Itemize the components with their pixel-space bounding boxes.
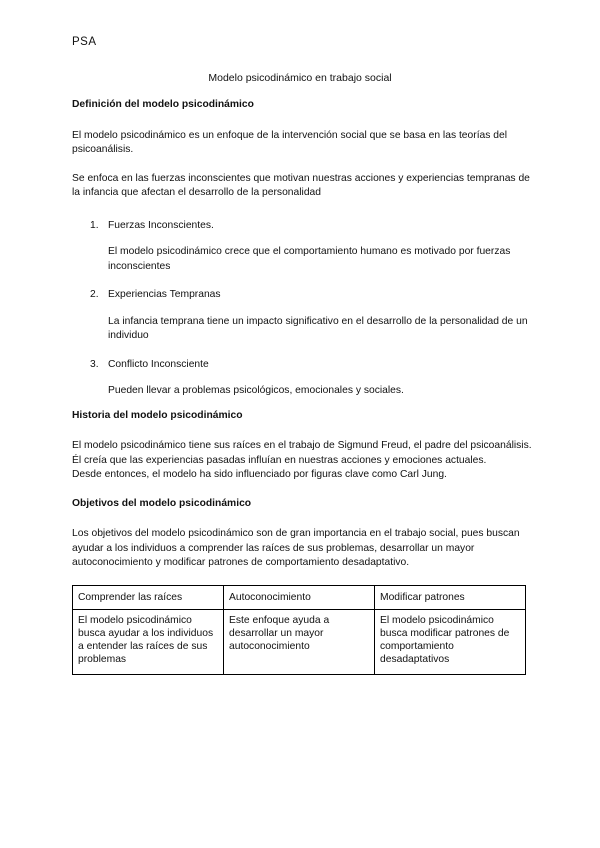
table-cell: El modelo psicodinámico busca ayudar a los individuos a entender las raíces de sus problemas [73,609,224,674]
page-header: PSA [72,36,97,48]
list-item-description: Pueden llevar a problemas psicológicos, emocionales y sociales. [108,385,404,396]
list-item-description: El modelo psicodinámico crece que el comportamiento humano es motivado por fuerzas inconscientes [108,246,511,272]
paragraph-line: El modelo psicodinámico tiene sus raíces en el trabajo de Sigmund Freud, el padre del psicoanálisis. [72,440,532,451]
list-item [72,288,532,344]
paragraph: El modelo psicodinámico es un enfoque de la intervención social que se basa en las teorías del psicoanálisis. [72,129,508,155]
paragraph: Se enfoca en las fuerzas inconscientes que motivan nuestras acciones y experiencias tempranas de la infancia que afectan el desarrollo de la personalidad [72,172,530,198]
numbered-list [72,219,532,399]
list-item-title: Fuerzas Inconscientes. [108,219,214,231]
list-item-title: Conflicto Inconsciente [108,358,209,370]
list-item-number: 3. [90,358,99,370]
paragraph-line: Él creía que las experiencias pasadas influían en nuestras acciones y emociones actuales. [72,454,487,466]
paragraph-line: Desde entonces, el modelo ha sido influenciado por figuras clave como Carl Jung. [72,469,447,480]
list-item-title: Experiencias Tempranas [108,289,221,300]
table-row [73,609,526,674]
list-item-number: 2. [90,289,99,300]
table-header-cell: Modificar patrones [375,585,526,609]
paragraph-block [72,439,532,483]
section-heading: Objetivos del modelo psicodinámico [72,497,252,509]
section-historia [72,409,532,483]
table-header-cell: Comprender las raíces [73,585,224,609]
paragraph: Los objetivos del modelo psicodinámico son de gran importancia en el trabajo social, pues buscan ayudar a los individuos a comprender las raíces de sus problemas, desarrollar un mayor autoconocimiento y modificar patrones de comportamiento desadaptativo. [72,528,520,568]
section-objetivos [72,497,532,571]
list-item [72,358,532,399]
section-heading: Definición del modelo psicodinámico [72,99,254,110]
section-heading: Historia del modelo psicodinámico [72,409,243,421]
section-definicion [72,98,532,399]
table-cell: Este enfoque ayuda a desarrollar un mayor autoconocimiento [224,609,375,674]
list-item-number: 1. [90,219,99,231]
table-header-row [73,585,526,609]
table-header-cell: Autoconocimiento [224,585,375,609]
objectives-table [72,585,526,675]
document-title: Modelo psicodinámico en trabajo social [208,72,392,84]
list-item [72,219,532,275]
list-item-description: La infancia temprana tiene un impacto significativo en el desarrollo de la personalidad de un individuo [108,315,528,341]
document-body [72,98,532,675]
table-cell: El modelo psicodinámico busca modificar patrones de comportamiento desadaptativos [375,609,526,674]
